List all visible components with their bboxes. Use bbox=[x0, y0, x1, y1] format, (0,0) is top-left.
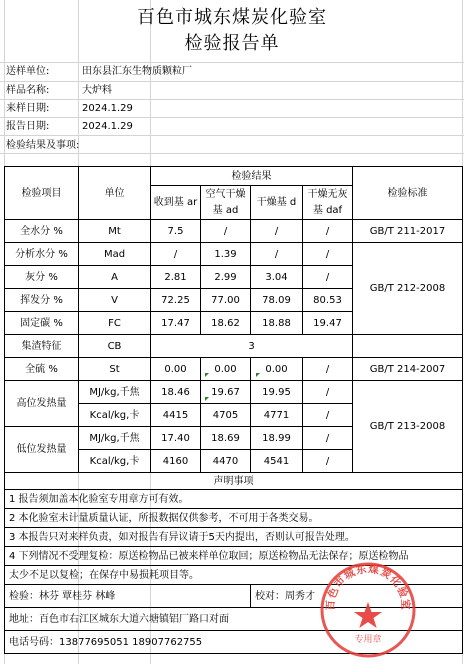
meta-label-received: 来样日期: bbox=[6, 103, 50, 114]
header-standard: 检验标准 bbox=[353, 167, 463, 220]
cell-daf[interactable]: / bbox=[303, 404, 353, 427]
cell-unit[interactable]: Mad bbox=[79, 243, 151, 266]
cell-ar[interactable]: 2.81 bbox=[151, 266, 201, 289]
table-row bbox=[5, 381, 463, 404]
cell-ad[interactable]: / bbox=[201, 220, 251, 243]
cell-ad[interactable]: 19.67 bbox=[201, 381, 251, 404]
cell-unit[interactable]: FC bbox=[79, 312, 151, 335]
cell-d[interactable]: 0.00 bbox=[251, 358, 303, 381]
note-line: 4 下列情况不受理复检：原送检物品已被来样单位取回；原送检物品无法保存；原送检物品 bbox=[5, 547, 463, 566]
note-line: 1 报告须加盖本化验室专用章方可有效。 bbox=[5, 490, 463, 509]
phone: 电话号码：13877695051 18907762755 bbox=[5, 631, 463, 654]
cell-daf[interactable]: / bbox=[303, 220, 353, 243]
cell-d[interactable]: 78.09 bbox=[251, 289, 303, 312]
official-seal bbox=[318, 560, 418, 660]
notes-heading: 声明事项 bbox=[5, 473, 463, 490]
cell-unit[interactable]: CB bbox=[79, 335, 151, 358]
header-ad: 空气干燥基 ad bbox=[201, 186, 251, 220]
table-row bbox=[5, 358, 463, 381]
seal-star-icon bbox=[354, 602, 382, 628]
header-item: 检验项目 bbox=[5, 167, 79, 220]
cell-item[interactable]: 全硫 % bbox=[5, 358, 79, 381]
cell-item[interactable]: 固定碳 % bbox=[5, 312, 79, 335]
cell-standard[interactable]: GB/T 212-2008 bbox=[353, 243, 463, 335]
address: 地址：百色市右江区城东大道六塘镇铝厂路口对面 bbox=[5, 608, 463, 631]
cell-d[interactable]: 4771 bbox=[251, 404, 303, 427]
cell-daf[interactable]: / bbox=[303, 450, 353, 473]
cell-item[interactable]: 分析水分 % bbox=[5, 243, 79, 266]
cell-ar[interactable]: 7.5 bbox=[151, 220, 201, 243]
cell-item[interactable]: 集渣特征 bbox=[5, 335, 79, 358]
meta-label-report-date: 报告日期: bbox=[6, 121, 50, 132]
cell-daf[interactable]: / bbox=[303, 266, 353, 289]
table-row bbox=[5, 243, 463, 266]
header-daf: 干燥无灰基 daf bbox=[303, 186, 353, 220]
cell-unit[interactable]: V bbox=[79, 289, 151, 312]
seal-arc-text: 百色市城东煤炭化验室 bbox=[324, 563, 412, 611]
cell-standard-empty[interactable] bbox=[353, 335, 463, 358]
cell-unit[interactable]: Kcal/kg,卡 bbox=[79, 404, 151, 427]
header-ar: 收到基 ar bbox=[151, 186, 201, 220]
table-row bbox=[5, 220, 463, 243]
cell-ad[interactable]: 0.00 bbox=[201, 358, 251, 381]
meta-value-received[interactable]: 2024.1.29 bbox=[82, 103, 133, 114]
report-title: 百色市城东煤炭化验室 bbox=[137, 7, 327, 28]
cell-unit[interactable]: Mt bbox=[79, 220, 151, 243]
cell-ad[interactable]: 18.62 bbox=[201, 312, 251, 335]
report-subtitle: 检验报告单 bbox=[184, 33, 280, 54]
cell-standard[interactable]: GB/T 211-2017 bbox=[353, 220, 463, 243]
inspectors: 检验：林芬 覃桂芬 林峰 bbox=[5, 585, 251, 608]
cell-item[interactable]: 全水分 % bbox=[5, 220, 79, 243]
cell-ar[interactable]: 17.40 bbox=[151, 427, 201, 450]
meta-label-sample: 样品名称: bbox=[6, 85, 50, 96]
cell-marker-icon bbox=[205, 373, 209, 377]
cell-merged-value[interactable]: 3 bbox=[151, 335, 353, 358]
note-line: 2 本化验室未计量质量认证，所报数据仅供参考，不可用于各类交易。 bbox=[5, 509, 463, 528]
cell-unit[interactable]: MJ/kg,千焦 bbox=[79, 427, 151, 450]
cell-standard[interactable]: GB/T 214-2007 bbox=[353, 358, 463, 381]
cell-heat-high[interactable]: 高位发热量 bbox=[5, 381, 79, 427]
cell-ar[interactable]: / bbox=[151, 243, 201, 266]
cell-ad[interactable]: 1.39 bbox=[201, 243, 251, 266]
cell-ad[interactable]: 77.00 bbox=[201, 289, 251, 312]
cell-daf[interactable]: / bbox=[303, 358, 353, 381]
seal-label: 专用章 bbox=[354, 635, 382, 645]
cell-ad[interactable]: 18.69 bbox=[201, 427, 251, 450]
cell-daf[interactable]: 19.47 bbox=[303, 312, 353, 335]
header-unit: 单位 bbox=[79, 167, 151, 220]
cell-daf[interactable]: / bbox=[303, 381, 353, 404]
cell-marker-icon bbox=[205, 397, 209, 401]
cell-daf[interactable]: 80.53 bbox=[303, 289, 353, 312]
cell-ar[interactable]: 72.25 bbox=[151, 289, 201, 312]
cell-item[interactable]: 灰分 % bbox=[5, 266, 79, 289]
cell-ar[interactable]: 18.46 bbox=[151, 381, 201, 404]
cell-d[interactable]: 4541 bbox=[251, 450, 303, 473]
cell-standard[interactable]: GB/T 213-2008 bbox=[353, 381, 463, 473]
cell-heat-low[interactable]: 低位发热量 bbox=[5, 427, 79, 473]
header-d: 干燥基 d bbox=[251, 186, 303, 220]
cell-ad[interactable]: 4705 bbox=[201, 404, 251, 427]
cell-d[interactable]: 18.88 bbox=[251, 312, 303, 335]
meta-value-sample[interactable]: 大炉料 bbox=[82, 85, 112, 96]
cell-ar[interactable]: 17.47 bbox=[151, 312, 201, 335]
meta-label-sender: 送样单位: bbox=[6, 66, 50, 77]
cell-daf[interactable]: / bbox=[303, 243, 353, 266]
cell-d[interactable]: 19.95 bbox=[251, 381, 303, 404]
cell-marker-icon bbox=[256, 373, 260, 377]
cell-d[interactable]: / bbox=[251, 220, 303, 243]
cell-ar[interactable]: 0.00 bbox=[151, 358, 201, 381]
cell-ar[interactable]: 4415 bbox=[151, 404, 201, 427]
cell-daf[interactable]: / bbox=[303, 427, 353, 450]
checker: 校对：周秀才 bbox=[251, 585, 463, 608]
meta-value-report-date[interactable]: 2024.1.29 bbox=[82, 121, 133, 132]
cell-unit[interactable]: St bbox=[79, 358, 151, 381]
cell-ad[interactable]: 2.99 bbox=[201, 266, 251, 289]
cell-d[interactable]: 3.04 bbox=[251, 266, 303, 289]
cell-unit[interactable]: MJ/kg,千焦 bbox=[79, 381, 151, 404]
cell-unit[interactable]: Kcal/kg,卡 bbox=[79, 450, 151, 473]
table-row bbox=[5, 335, 463, 358]
cell-d[interactable]: / bbox=[251, 243, 303, 266]
results-heading: 检验结果及事项: bbox=[6, 140, 80, 151]
meta-value-sender[interactable]: 田东县汇东生物质颗粒厂 bbox=[82, 66, 192, 77]
note-line: 太少不足以复检；在保存中易损耗项目等。 bbox=[5, 566, 463, 585]
note-line: 3 本报告只对来样负责，如对报告有异议请于5天内提出，否则认可报告处理。 bbox=[5, 528, 463, 547]
cell-ar[interactable]: 4160 bbox=[151, 450, 201, 473]
cell-unit[interactable]: A bbox=[79, 266, 151, 289]
cell-d[interactable]: 18.99 bbox=[251, 427, 303, 450]
cell-item[interactable]: 挥发分 % bbox=[5, 289, 79, 312]
cell-ad[interactable]: 4470 bbox=[201, 450, 251, 473]
header-results: 检验结果 bbox=[151, 167, 353, 186]
